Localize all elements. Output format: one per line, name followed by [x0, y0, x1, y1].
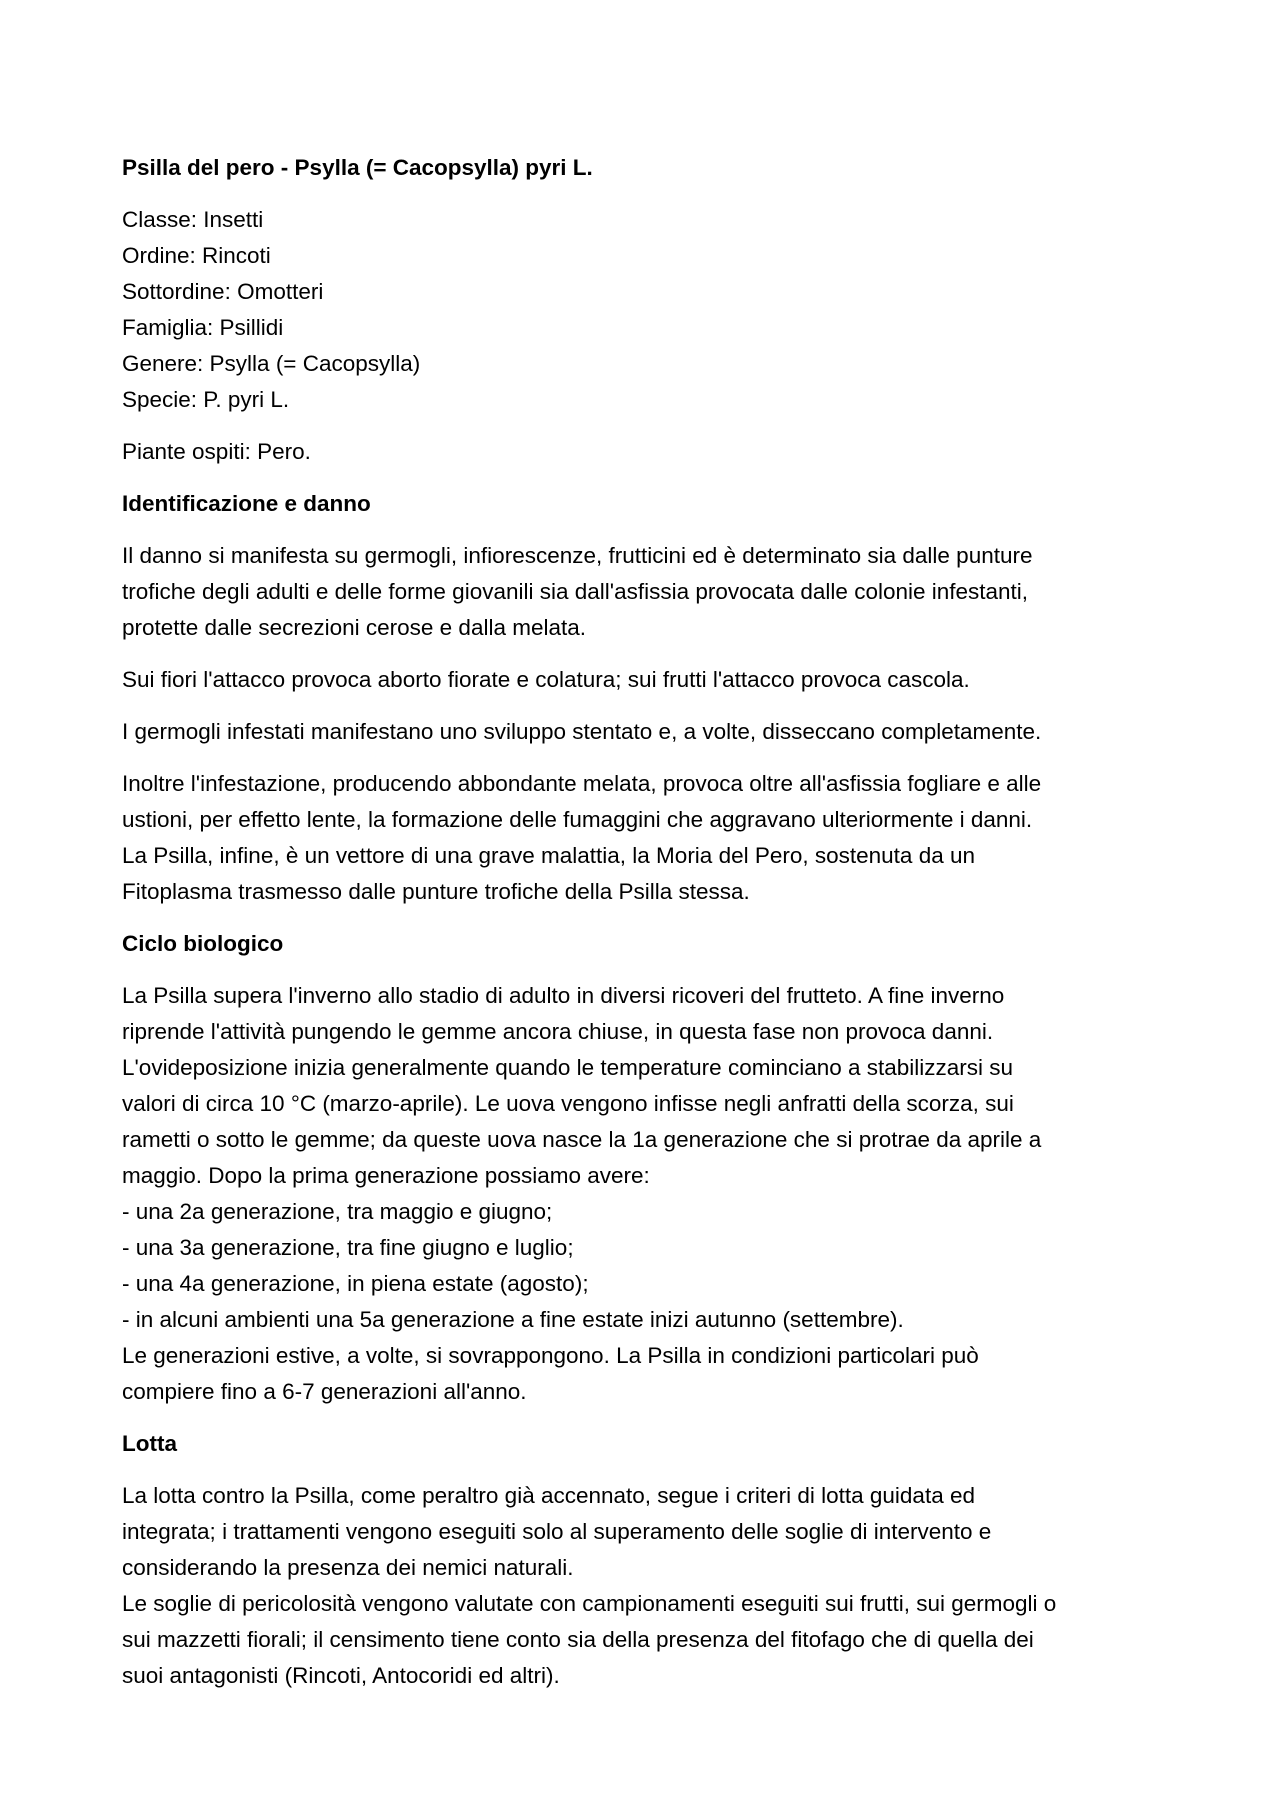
control-paragraph — [122, 1478, 1182, 1694]
taxonomy-class: Classe: Insetti — [122, 207, 264, 232]
text-line: maggio. Dopo la prima generazione possiamo avere: — [122, 1163, 650, 1188]
taxonomy-genus: Genere: Psylla (= Cacopsylla) — [122, 351, 421, 376]
text-line: Fitoplasma trasmesso dalle punture trofiche della Psilla stessa. — [122, 879, 750, 904]
taxonomy-suborder: Sottordine: Omotteri — [122, 279, 324, 304]
text-line: rametti o sotto le gemme; da queste uova nasce la 1a generazione che si protrae da aprile a — [122, 1127, 1042, 1152]
identification-paragraph-1 — [122, 538, 1182, 646]
text-line: La Psilla, infine, è un vettore di una grave malattia, la Moria del Pero, sostenuta da un — [122, 843, 976, 868]
document-title: Psilla del pero - Psylla (= Cacopsylla) pyri L. — [122, 155, 593, 180]
text-line: riprende l'attività pungendo le gemme ancora chiuse, in questa fase non provoca danni. — [122, 1019, 994, 1044]
text-line: Le soglie di pericolosità vengono valutate con campionamenti eseguiti sui frutti, sui germogli o — [122, 1591, 1057, 1616]
list-item: - una 2a generazione, tra maggio e giugno; — [122, 1199, 553, 1224]
text-line: Il danno si manifesta su germogli, infiorescenze, frutticini ed è determinato sia dalle punture — [122, 543, 1033, 568]
list-item: - una 3a generazione, tra fine giugno e luglio; — [122, 1235, 574, 1260]
text-line: sui mazzetti fiorali; il censimento tiene conto sia della presenza del fitofago che di quella dei — [122, 1627, 1034, 1652]
text-line: ustioni, per effetto lente, la formazione delle fumaggini che aggravano ulteriormente i danni. — [122, 807, 1033, 832]
text-line: L'ovideposizione inizia generalmente quando le temperature cominciano a stabilizzarsi su — [122, 1055, 1014, 1080]
cycle-heading: Ciclo biologico — [122, 931, 284, 956]
text-line: protette dalle secrezioni cerose e dalla melata. — [122, 615, 587, 640]
text-line: integrata; i trattamenti vengono eseguiti solo al superamento delle soglie di intervento e — [122, 1519, 992, 1544]
taxonomy-order: Ordine: Rincoti — [122, 243, 271, 268]
control-heading: Lotta — [122, 1431, 177, 1456]
text-line: trofiche degli adulti e delle forme giovanili sia dall'asfissia provocata dalle colonie infestanti, — [122, 579, 1029, 604]
text-line: compiere fino a 6-7 generazioni all'anno. — [122, 1379, 527, 1404]
taxonomy-species: Specie: P. pyri L. — [122, 387, 290, 412]
text-line: Inoltre l'infestazione, producendo abbondante melata, provoca oltre all'asfissia fogliare e alle — [122, 771, 1042, 796]
identification-heading: Identificazione e danno — [122, 491, 371, 516]
taxonomy-block — [122, 202, 1182, 418]
identification-paragraph-3: I germogli infestati manifestano uno sviluppo stentato e, a volte, disseccano completamente. — [122, 719, 1042, 744]
taxonomy-family: Famiglia: Psillidi — [122, 315, 284, 340]
text-line: Le generazioni estive, a volte, si sovrappongono. La Psilla in condizioni particolari può — [122, 1343, 979, 1368]
text-line: suoi antagonisti (Rincoti, Antocoridi ed altri). — [122, 1663, 560, 1688]
list-item: - una 4a generazione, in piena estate (agosto); — [122, 1271, 589, 1296]
text-line: La Psilla supera l'inverno allo stadio di adulto in diversi ricoveri del frutteto. A fine inverno — [122, 983, 1005, 1008]
document-page — [122, 150, 1182, 1710]
cycle-paragraph — [122, 978, 1182, 1410]
list-item: - in alcuni ambienti una 5a generazione a fine estate inizi autunno (settembre). — [122, 1307, 904, 1332]
text-line: considerando la presenza dei nemici naturali. — [122, 1555, 574, 1580]
text-line: valori di circa 10 °C (marzo-aprile). Le uova vengono infisse negli anfratti della scorza, sui — [122, 1091, 1014, 1116]
host-plants: Piante ospiti: Pero. — [122, 439, 311, 464]
identification-paragraph-2: Sui fiori l'attacco provoca aborto fiorate e colatura; sui frutti l'attacco provoca cascola. — [122, 667, 970, 692]
text-line: La lotta contro la Psilla, come peraltro già accennato, segue i criteri di lotta guidata ed — [122, 1483, 975, 1508]
identification-paragraph-4 — [122, 766, 1182, 910]
